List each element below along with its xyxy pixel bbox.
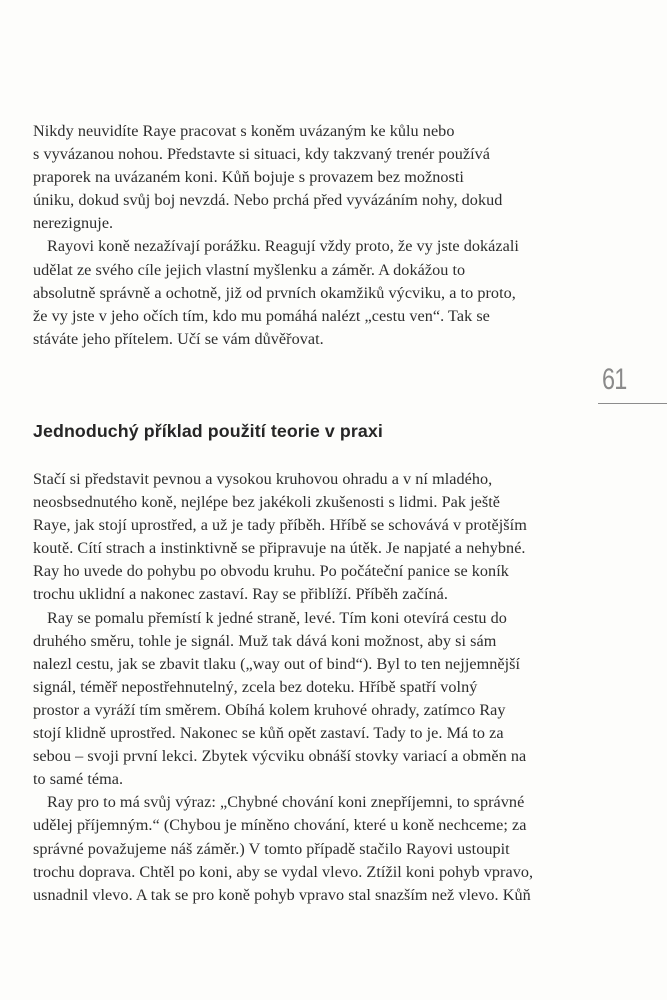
text-line: udělej příjemným.“ (Chybou je míněno chování, které u koně nechceme; za [33, 816, 527, 835]
text-line: signál, téměř nepostřehnutelný, zcela bez doteku. Hříbě spatří volný [33, 677, 478, 696]
text-line: Raye, jak stojí uprostřed, a už je tady příběh. Hříbě se schovává v protějším [33, 516, 527, 535]
section-heading: Jednoduchý příklad použití teorie v praxi [33, 421, 383, 441]
text-line: koutě. Cítí strach a instinktivně se připravuje na útěk. Je napjaté a nehybné. [33, 539, 526, 558]
text-line: stáváte jeho přítelem. Učí se vám důvěřovat. [33, 329, 324, 348]
text-line: Nikdy neuvidíte Raye pracovat s koněm uvázaným ke kůlu nebo [33, 122, 455, 140]
text-line: Ray se pomalu přemístí k jedné straně, levé. Tím koni otevírá cestu do [47, 608, 507, 627]
text-line: Rayovi koně nezažívají porážku. Reagují vždy proto, že vy jste dokázali [47, 237, 519, 256]
text-line: usnadnil vlevo. A tak se pro koně pohyb vpravo stal snazším než vlevo. Kůň [33, 885, 531, 904]
text-line: Ray pro to má svůj výraz: „Chybné chování koni znepříjemni, to správné [47, 793, 525, 812]
paragraph-section-2 [33, 468, 623, 907]
text-line: trochu doprava. Chtěl po koni, aby se vydal vlevo. Ztížil koni pohyb vpravo, [33, 862, 534, 881]
text-line: Ray ho uvede do pohybu po obvodu kruhu. Po počáteční panice se koník [33, 562, 509, 581]
text-line: stojí klidně uprostřed. Nakonec se kůň opět zastaví. Tady to je. Má to za [33, 724, 504, 743]
text-line: praporek na uvázaném koni. Kůň bojuje s provazem bez možnosti [33, 168, 464, 187]
text-line: nerezignuje. [33, 214, 114, 233]
text-line: neosbsednutého koně, nejlépe bez jakékoli zkušenosti s lidmi. Pak ještě [33, 493, 501, 512]
text-line: absolutně správně a ochotně, již od prvních okamžiků výcviku, a to proto, [33, 283, 516, 302]
text-line: to samé téma. [33, 770, 124, 789]
page-number: 61 [602, 363, 627, 396]
text-line: druhého směru, tohle je signál. Muž tak dává koni možnost, aby si sám [33, 631, 497, 650]
text-line: prostor a vyráží tím směrem. Obíhá kolem kruhové ohrady, zatímco Ray [33, 700, 506, 719]
text-line: s vyvázanou nohou. Představte si situaci, kdy takzvaný trenér používá [33, 145, 491, 164]
text-line: udělat ze svého cíle jejich vlastní myšlenku a záměr. A dokážou to [33, 260, 466, 279]
text-line: úniku, dokud svůj boj nevzdá. Nebo prchá před vyvázáním nohy, dokud [33, 191, 503, 210]
page-number-rule [598, 403, 667, 404]
text-line: Stačí si představit pevnou a vysokou kruhovou ohradu a v ní mladého, [33, 470, 493, 488]
text-line: nalezl cestu, jak se zbavit tlaku („way out of bind“). Byl to ten nejjemnější [33, 654, 521, 673]
paragraph-section-1 [33, 120, 623, 351]
text-line: správné považujeme náš záměr.) V tomto případě stačilo Rayovi ustoupit [33, 839, 510, 858]
text-line: sebou – svoji první lekci. Zbytek výcviku obnáší stovky variací a obměn na [33, 747, 527, 766]
text-line: trochu uklidní a nakonec zastaví. Ray se přiblíží. Příběh začíná. [33, 585, 448, 604]
text-line: že vy jste v jeho očích tím, kdo mu pomáhá nalézt „cestu ven“. Tak se [33, 306, 490, 325]
